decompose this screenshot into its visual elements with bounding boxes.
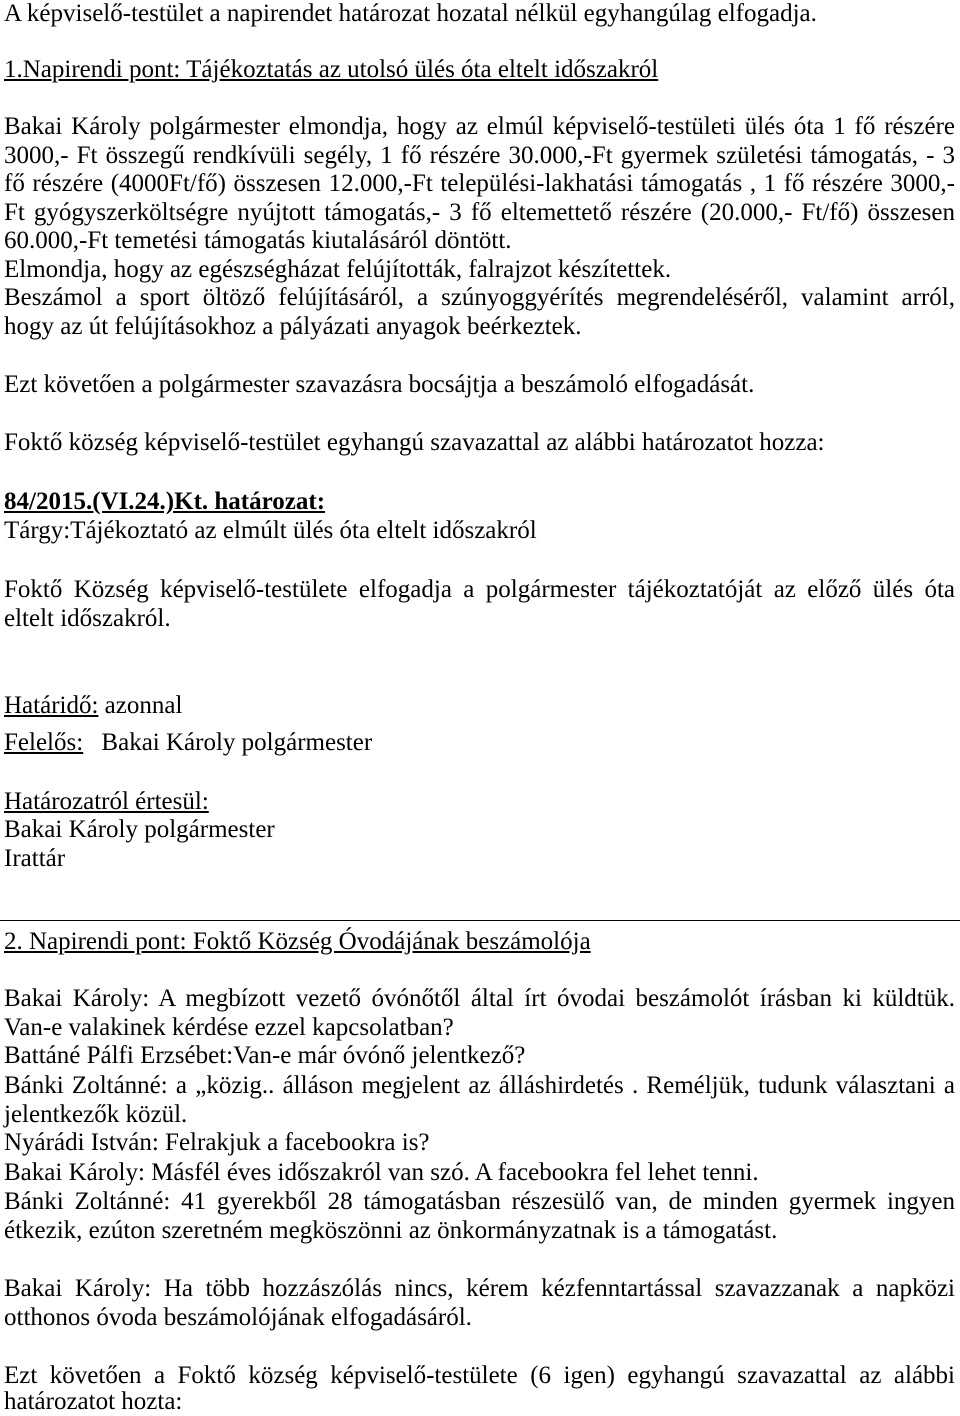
- dialogue-line: Nyárádi István: Felrakjuk a facebookra is?: [4, 1129, 430, 1156]
- deadline-value: azonnal: [104, 692, 183, 719]
- agenda-2-heading-block: [4, 928, 955, 957]
- dialogue-paragraph: [4, 1129, 955, 1158]
- resolution-text-paragraph: [4, 576, 955, 633]
- vote-result-paragraph: [4, 429, 955, 458]
- dialogue-paragraph: [4, 1042, 955, 1071]
- notified-item: Bakai Károly polgármester: [4, 816, 275, 843]
- resolution-text-line: Foktő Község képviselő-testülete elfogadja a polgármester tájékoztatóját az előző ülés óta: [4, 576, 955, 603]
- report-paragraph: [4, 113, 955, 256]
- responsible-line: [4, 729, 955, 758]
- dialogue-line: Battáné Pálfi Erzsébet:Van-e már óvónő jelentkező?: [4, 1042, 526, 1069]
- resolution-number-block: [4, 488, 955, 517]
- dialogue-paragraph: [4, 985, 955, 1042]
- resolution-text-line: eltelt időszakról.: [4, 604, 171, 632]
- intro-line: A képviselő-testület a napirendet határozat hozatal nélkül egyhangúlag elfogadja.: [4, 0, 817, 27]
- dialogue-line: Van-e valakinek kérdése ezzel kapcsolatban?: [4, 1013, 454, 1041]
- projects-line: hogy az út felújításokhoz a pályázati anyagok beérkeztek.: [4, 312, 582, 340]
- agenda-2-heading: 2. Napirendi pont: Foktő Község Óvodájának beszámolója: [4, 928, 591, 955]
- dialogue-line: Bakai Károly: Ha több hozzászólás nincs, kérem kézfenntartással szavazzanak a napközi: [4, 1275, 955, 1302]
- report-line: Bakai Károly polgármester elmondja, hogy az elmúl képviselő-testületi ülés óta 1 fő részére: [4, 113, 955, 140]
- projects-paragraph: [4, 284, 955, 341]
- closing-line: Ezt követően a Foktő község képviselő-testülete (6 igen) egyhangú szavazattal az alábbi: [4, 1362, 955, 1389]
- agenda-1-heading: 1.Napirendi pont: Tájékoztatás az utolsó ülés óta eltelt időszakról: [4, 56, 659, 83]
- deadline-label: Határidő:: [4, 692, 99, 719]
- deadline-line: [4, 692, 955, 721]
- report-line: Ft gyógyszerköltségre nyújtott támogatás,- 3 fő eltemettető részére (20.000,- Ft/fő) összesen: [4, 198, 955, 226]
- responsible-label: Felelős:: [4, 729, 84, 756]
- responsible-value: Bakai Károly polgármester: [101, 729, 373, 756]
- deadline-row: [4, 692, 955, 721]
- notified-label-block: [4, 788, 955, 817]
- dialogue-paragraph: [4, 1159, 955, 1188]
- health-house-paragraph: [4, 256, 955, 285]
- resolution-number: 84/2015.(VI.24.)Kt. határozat:: [4, 488, 326, 515]
- agenda-1-heading-block: [4, 56, 955, 85]
- dialogue-line: étkezik, ezúton szeretném megköszönni az önkormányzatnak is a támogatást.: [4, 1216, 778, 1244]
- notified-item: Irattár: [4, 844, 66, 872]
- dialogue-line: Bánki Zoltánné: 41 gyerekből 28 támogatásban részesülő van, de minden gyermek ingyen: [4, 1188, 955, 1215]
- vote-call-line: Ezt követően a polgármester szavazásra bocsájtja a beszámoló elfogadását.: [4, 371, 755, 398]
- dialogue-line: otthonos óvoda beszámolójának elfogadásáról.: [4, 1303, 472, 1331]
- resolution-subject-block: [4, 517, 955, 546]
- dialogue-paragraph: [4, 1188, 955, 1245]
- notified-label: Határozatról értesül:: [4, 788, 209, 815]
- closing-line: határozatot hozta:: [4, 1388, 183, 1415]
- closing-paragraph: [4, 1363, 955, 1415]
- notified-list: [4, 816, 955, 873]
- vote-call-paragraph: [4, 371, 955, 400]
- resolution-subject: Tárgy:Tájékoztató az elmúlt ülés óta eltelt időszakról: [4, 517, 537, 544]
- responsible-row: [4, 729, 955, 758]
- health-house-line: Elmondja, hogy az egészségházat felújították, falrajzot készítettek.: [4, 256, 672, 283]
- dialogue-line: jelentkezők közül.: [4, 1100, 188, 1128]
- intro-paragraph: [4, 0, 955, 29]
- section-divider: [0, 920, 960, 921]
- report-line: 60.000,-Ft temetési támogatás kiutalásáról döntött.: [4, 227, 512, 255]
- report-line: 3000,- Ft összegű rendkívüli segély, 1 fő részére 30.000,-Ft gyermek születési támogatás, - 3: [4, 141, 955, 169]
- projects-line: Beszámol a sport öltöző felújításáról, a szúnyoggyérítés megrendeléséről, valamint arról,: [4, 284, 955, 311]
- vote-result-line: Foktő község képviselő-testület egyhangú szavazattal az alábbi határozatot hozza:: [4, 429, 825, 456]
- dialogue-line: Bakai Károly: A megbízott vezető óvónőtől által írt óvodai beszámolót írásban ki küldtük.: [4, 985, 955, 1012]
- dialogue-paragraph: [4, 1072, 955, 1129]
- dialogue-line: Bakai Károly: Másfél éves időszakról van szó. A facebookra fel lehet tenni.: [4, 1159, 759, 1186]
- dialogue-line: Bánki Zoltánné: a „közig.. álláson megjelent az álláshirdetés . Reméljük, tudunk választani a: [4, 1072, 955, 1099]
- dialogue-paragraph: [4, 1275, 955, 1332]
- report-line: fő részére (4000Ft/fő) összesen 12.000,-Ft települési-lakhatási támogatás , 1 fő részére 3000,-: [4, 170, 955, 198]
